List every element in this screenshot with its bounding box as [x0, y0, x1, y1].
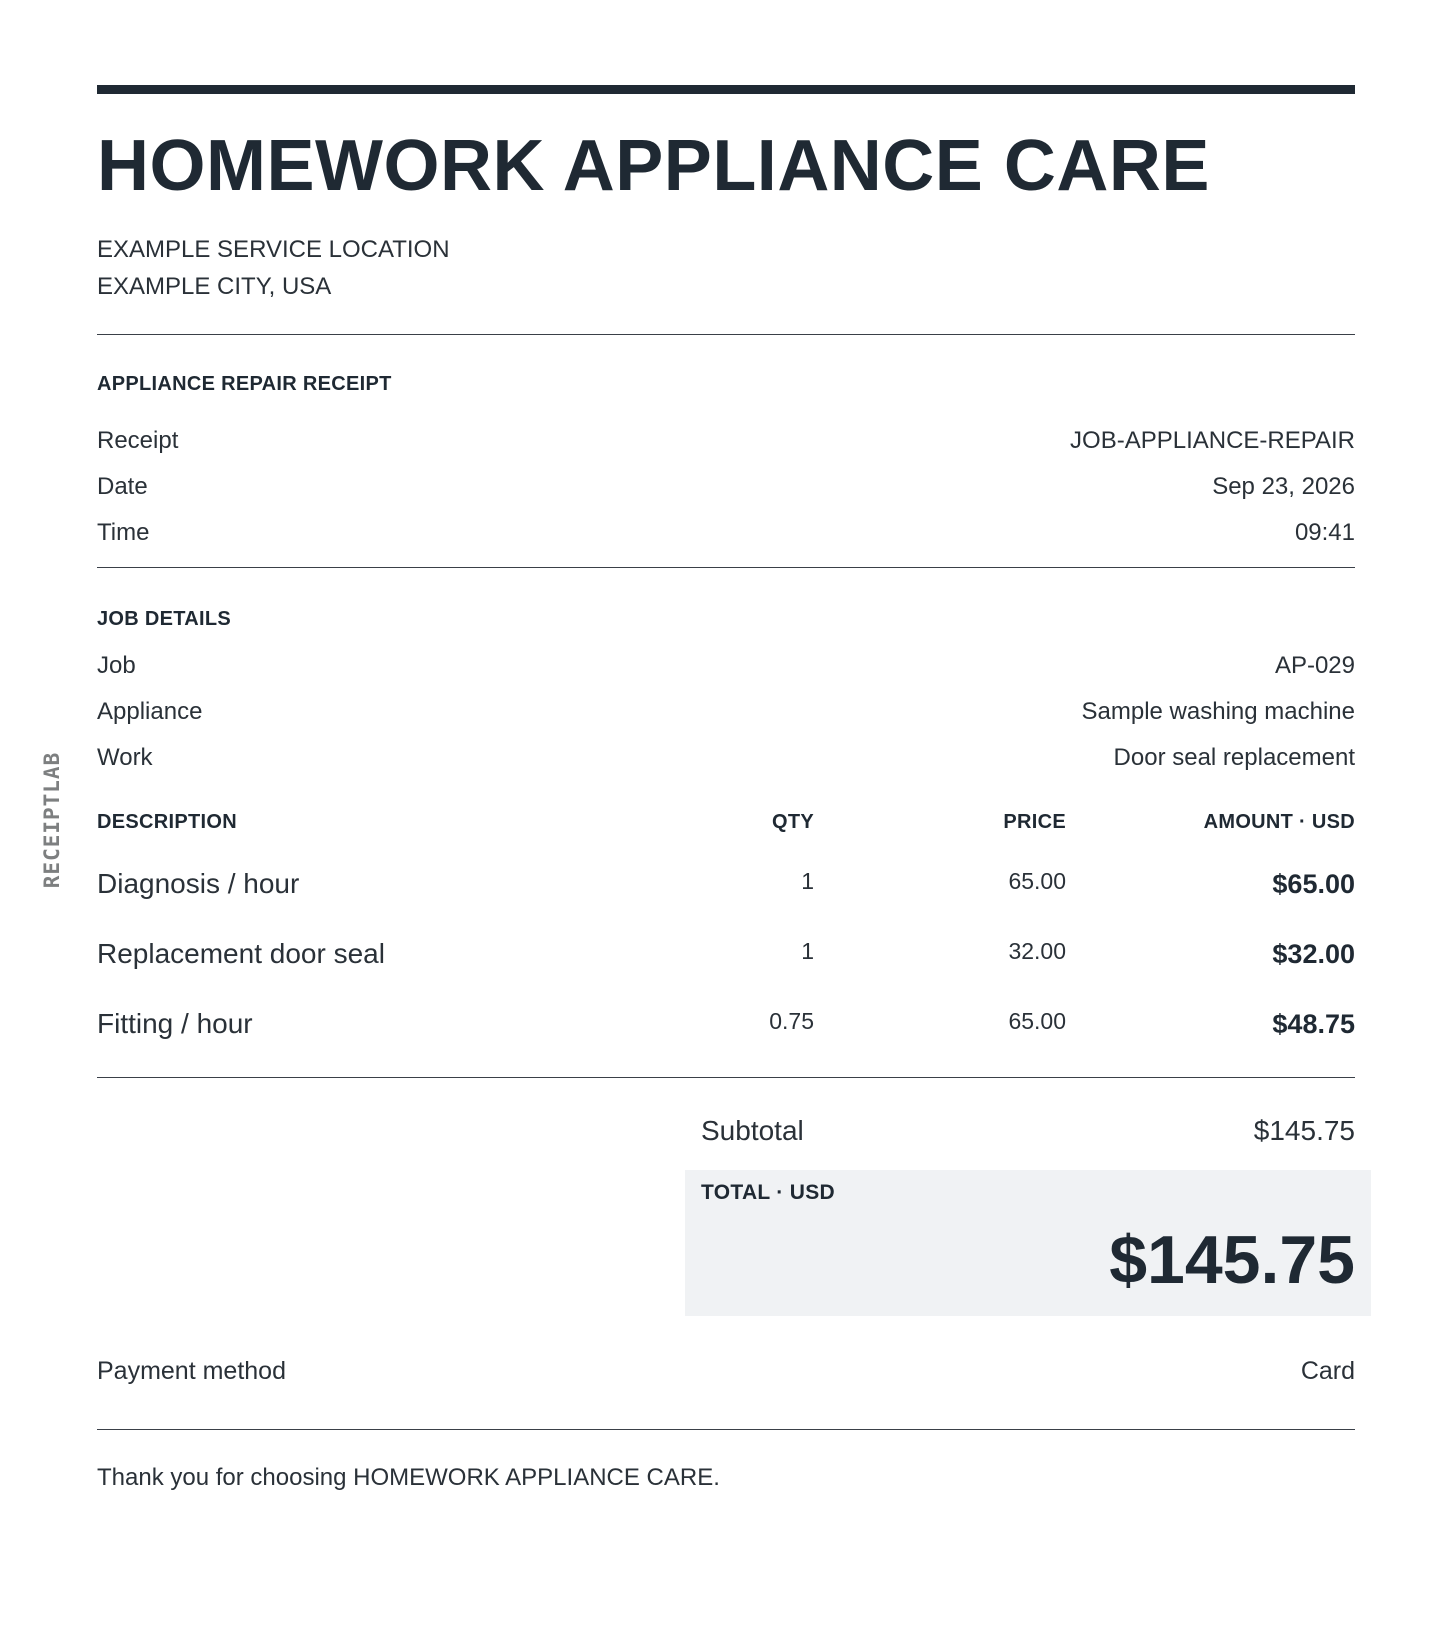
payment-method-row — [97, 1351, 1355, 1391]
job-field-appliance — [97, 689, 1355, 735]
item-description: Fitting / hour — [97, 1008, 253, 1039]
field-label: Job — [97, 652, 136, 679]
receipt-field-receipt — [97, 418, 1355, 464]
subtotal-row — [701, 1111, 1355, 1151]
item-qty: 1 — [801, 937, 814, 964]
address-line-1: EXAMPLE SERVICE LOCATION — [97, 236, 450, 263]
receipt-page — [97, 85, 1355, 1496]
item-amount: $48.75 — [1272, 1008, 1355, 1039]
item-price: 32.00 — [1008, 937, 1066, 964]
item-amount: $65.00 — [1272, 868, 1355, 899]
payment-method-label: Payment method — [97, 1357, 286, 1385]
job-section-title: JOB DETAILS — [97, 608, 232, 630]
divider — [97, 1429, 1355, 1430]
total-amount: $145.75 — [1109, 1222, 1355, 1298]
column-header-qty: QTY — [771, 811, 814, 833]
item-price: 65.00 — [1008, 1007, 1066, 1034]
job-field-work — [97, 735, 1355, 781]
field-label: Receipt — [97, 427, 179, 454]
field-label: Appliance — [97, 698, 203, 725]
divider — [97, 334, 1355, 335]
total-box — [685, 1170, 1371, 1316]
items-table-header — [97, 811, 1355, 834]
subtotal-label: Subtotal — [701, 1115, 804, 1146]
receipt-fields — [97, 418, 1355, 556]
column-header-amount: AMOUNT · USD — [1203, 811, 1355, 833]
header-accent-bar — [97, 85, 1355, 94]
item-qty: 1 — [801, 867, 814, 894]
thank-you-message: Thank you for choosing HOMEWORK APPLIANCE CARE. — [97, 1464, 720, 1491]
field-value: Door seal replacement — [1113, 744, 1355, 771]
field-label: Time — [97, 519, 150, 546]
items-table-body — [97, 849, 1355, 1059]
table-row — [97, 989, 1355, 1059]
divider — [97, 567, 1355, 568]
total-label: TOTAL · USD — [701, 1181, 835, 1204]
field-value: Sep 23, 2026 — [1212, 473, 1355, 500]
field-label: Date — [97, 473, 148, 500]
business-address — [97, 231, 1355, 305]
business-name: HOMEWORK APPLIANCE CARE — [97, 126, 1210, 206]
item-qty: 0.75 — [769, 1007, 814, 1034]
column-header-description: DESCRIPTION — [97, 811, 237, 833]
job-fields — [97, 643, 1355, 781]
item-description: Replacement door seal — [97, 938, 385, 969]
watermark-text: RECEIPTLAB — [40, 751, 64, 889]
field-label: Work — [97, 744, 153, 771]
field-value: 09:41 — [1294, 519, 1355, 546]
field-value: Sample washing machine — [1081, 698, 1355, 725]
subtotal-value: $145.75 — [1253, 1115, 1355, 1146]
table-row — [97, 849, 1355, 919]
field-value: AP-029 — [1274, 652, 1355, 679]
job-field-job — [97, 643, 1355, 689]
item-description: Diagnosis / hour — [97, 868, 300, 899]
address-line-2: EXAMPLE CITY, USA — [97, 273, 332, 300]
table-row — [97, 919, 1355, 989]
receipt-field-time — [97, 510, 1355, 556]
payment-method-value: Card — [1300, 1357, 1355, 1385]
divider — [97, 1077, 1355, 1078]
totals-section — [701, 1111, 1355, 1316]
item-amount: $32.00 — [1272, 938, 1355, 969]
receipt-section-title: APPLIANCE REPAIR RECEIPT — [97, 373, 392, 395]
column-header-price: PRICE — [1003, 811, 1066, 833]
receipt-field-date — [97, 464, 1355, 510]
item-price: 65.00 — [1008, 867, 1066, 894]
field-value: JOB-APPLIANCE-REPAIR — [1070, 427, 1355, 454]
